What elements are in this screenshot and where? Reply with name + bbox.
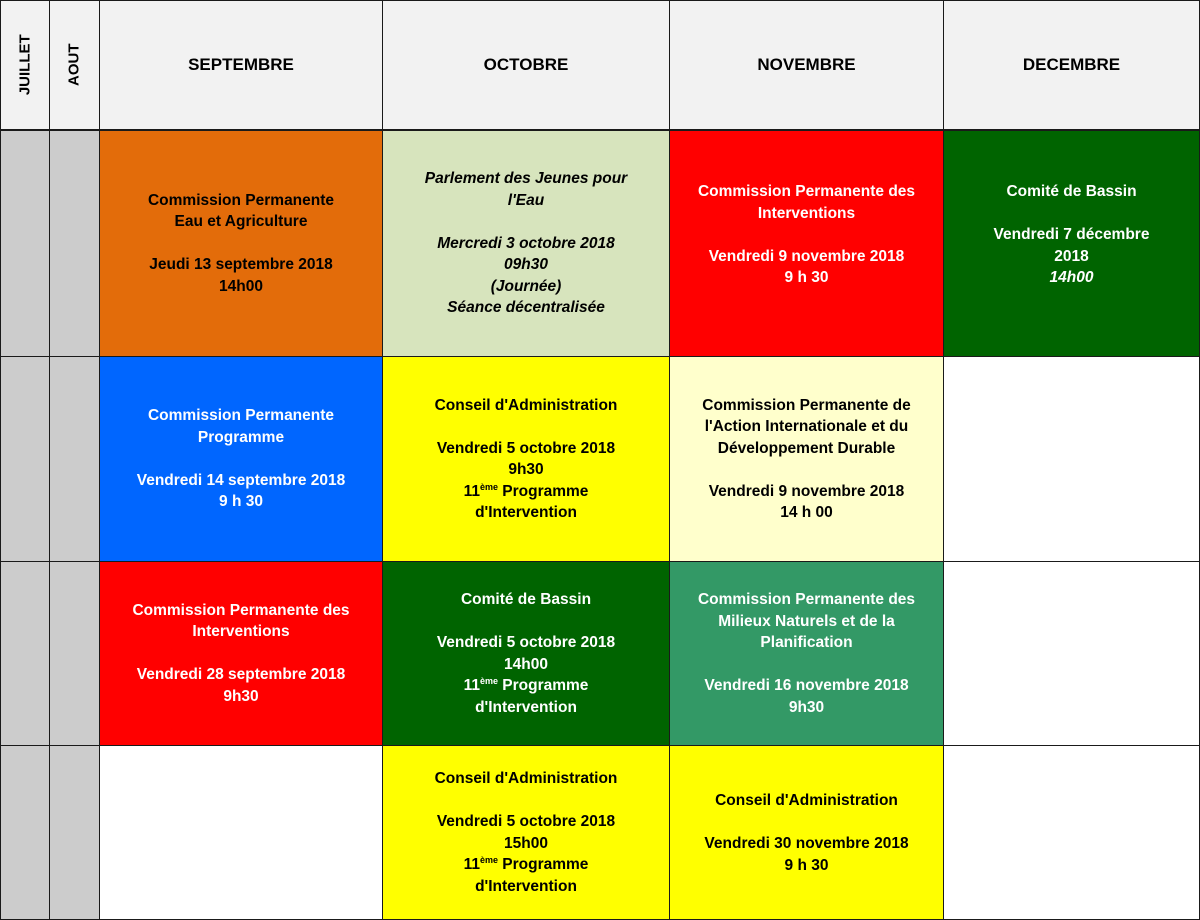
event-time: 09h30 — [504, 256, 548, 274]
event-title: Planification — [760, 634, 853, 651]
event-date: Vendredi 9 novembre 2018 — [708, 247, 905, 265]
event-time: 9h30 — [223, 687, 259, 705]
empty-sep-row-4 — [99, 745, 383, 920]
header-novembre — [669, 0, 944, 130]
event-nov-commission-action-internationale — [669, 356, 944, 562]
event-dec-comite-bassin — [943, 130, 1200, 357]
event-oct-parlement-jeunes — [382, 130, 670, 357]
event-nov-commission-interventions — [669, 130, 944, 357]
event-sep-commission-programme — [99, 356, 383, 562]
header-novembre-label: NOVEMBRE — [757, 55, 856, 75]
event-title: Conseil d'Administration — [434, 770, 618, 787]
event-time: 9h30 — [508, 461, 544, 478]
event-time: 14h00 — [504, 655, 548, 673]
event-title: Commission Permanente des — [132, 601, 350, 619]
header-aout-label: AOUT — [65, 43, 83, 87]
event-title: Conseil d'Administration — [715, 792, 898, 809]
empty-dec-row-4 — [943, 745, 1200, 920]
aout-row-3 — [49, 561, 100, 746]
juillet-row-4 — [0, 745, 50, 920]
header-juillet-label: JUILLET — [16, 34, 34, 96]
event-programme: d'Intervention — [475, 877, 577, 895]
event-date: Vendredi 30 novembre 2018 — [704, 835, 909, 852]
event-date: Vendredi 14 septembre 2018 — [136, 471, 346, 489]
event-title: Milieux Naturels et de la — [718, 612, 895, 630]
event-title: Programme — [197, 428, 285, 446]
event-time: 14h00 — [1049, 269, 1094, 286]
event-title: Interventions — [757, 204, 856, 222]
event-note: (Journée) — [490, 277, 562, 295]
event-nov-conseil-administration — [669, 745, 944, 920]
event-title: Développement Durable — [717, 439, 896, 457]
event-programme: d'Intervention — [475, 698, 577, 716]
header-septembre-label: SEPTEMBRE — [188, 55, 294, 75]
event-date: Vendredi 16 novembre 2018 — [704, 677, 909, 694]
event-title: Conseil d'Administration — [434, 396, 618, 414]
event-title: Eau et Agriculture — [174, 213, 308, 231]
event-title: Commission Permanente — [147, 407, 335, 425]
juillet-row-1 — [0, 130, 50, 357]
event-oct-conseil-administration-2 — [382, 745, 670, 920]
event-time: 14h00 — [219, 277, 263, 295]
event-title: Commission Permanente des — [697, 183, 916, 200]
empty-dec-row-3 — [943, 561, 1200, 746]
event-oct-comite-bassin — [382, 561, 670, 746]
event-sep-commission-interventions — [99, 561, 383, 746]
event-note: Séance décentralisée — [447, 299, 605, 317]
event-date: Vendredi 28 septembre 2018 — [136, 666, 346, 684]
event-programme: 11ème Programme — [463, 481, 589, 500]
event-oct-conseil-administration-1 — [382, 356, 670, 562]
event-date: Jeudi 13 septembre 2018 — [149, 256, 333, 274]
event-time: 9 h 30 — [784, 269, 829, 286]
event-programme: 11ème Programme — [463, 675, 589, 694]
header-octobre-label: OCTOBRE — [483, 55, 569, 75]
event-title: Commission Permanente des — [697, 591, 916, 608]
empty-dec-row-2 — [943, 356, 1200, 562]
header-aout — [49, 0, 100, 130]
event-time: 9h30 — [788, 698, 825, 716]
header-decembre-label: DECEMBRE — [1022, 55, 1121, 75]
header-decembre — [943, 0, 1200, 130]
event-title: l'Action Internationale et du — [704, 418, 909, 435]
event-title: Commission Permanente — [147, 191, 335, 209]
aout-row-1 — [49, 130, 100, 357]
event-date: Vendredi 7 décembre — [993, 226, 1150, 243]
header-octobre — [382, 0, 670, 130]
event-sep-commission-eau-agriculture — [99, 130, 383, 357]
aout-row-2 — [49, 356, 100, 562]
event-date: Vendredi 5 octobre 2018 — [436, 813, 616, 830]
event-date: Vendredi 5 octobre 2018 — [436, 439, 616, 457]
event-nov-commission-milieux-naturels — [669, 561, 944, 746]
event-title: Comité de Bassin — [460, 591, 592, 608]
aout-row-4 — [49, 745, 100, 920]
event-title: Comité de Bassin — [1006, 183, 1137, 200]
event-time: 9 h 30 — [784, 856, 829, 874]
event-title: Parlement des Jeunes pour — [424, 170, 628, 188]
event-title: Commission Permanente de — [702, 396, 911, 414]
event-date: Mercredi 3 octobre 2018 — [437, 234, 615, 252]
header-juillet — [0, 0, 50, 130]
event-title: Interventions — [192, 623, 290, 641]
event-time: 14 h 00 — [780, 504, 833, 521]
juillet-row-2 — [0, 356, 50, 562]
event-date: Vendredi 5 octobre 2018 — [436, 634, 616, 651]
event-title: l'Eau — [507, 191, 545, 209]
event-programme: d'Intervention — [475, 504, 577, 521]
event-time: 15h00 — [504, 834, 548, 852]
event-programme: 11ème Programme — [463, 854, 589, 873]
header-septembre — [99, 0, 383, 130]
event-time: 9 h 30 — [219, 493, 263, 511]
event-date: Vendredi 9 novembre 2018 — [708, 482, 905, 500]
juillet-row-3 — [0, 561, 50, 746]
event-date: 2018 — [1054, 247, 1089, 265]
